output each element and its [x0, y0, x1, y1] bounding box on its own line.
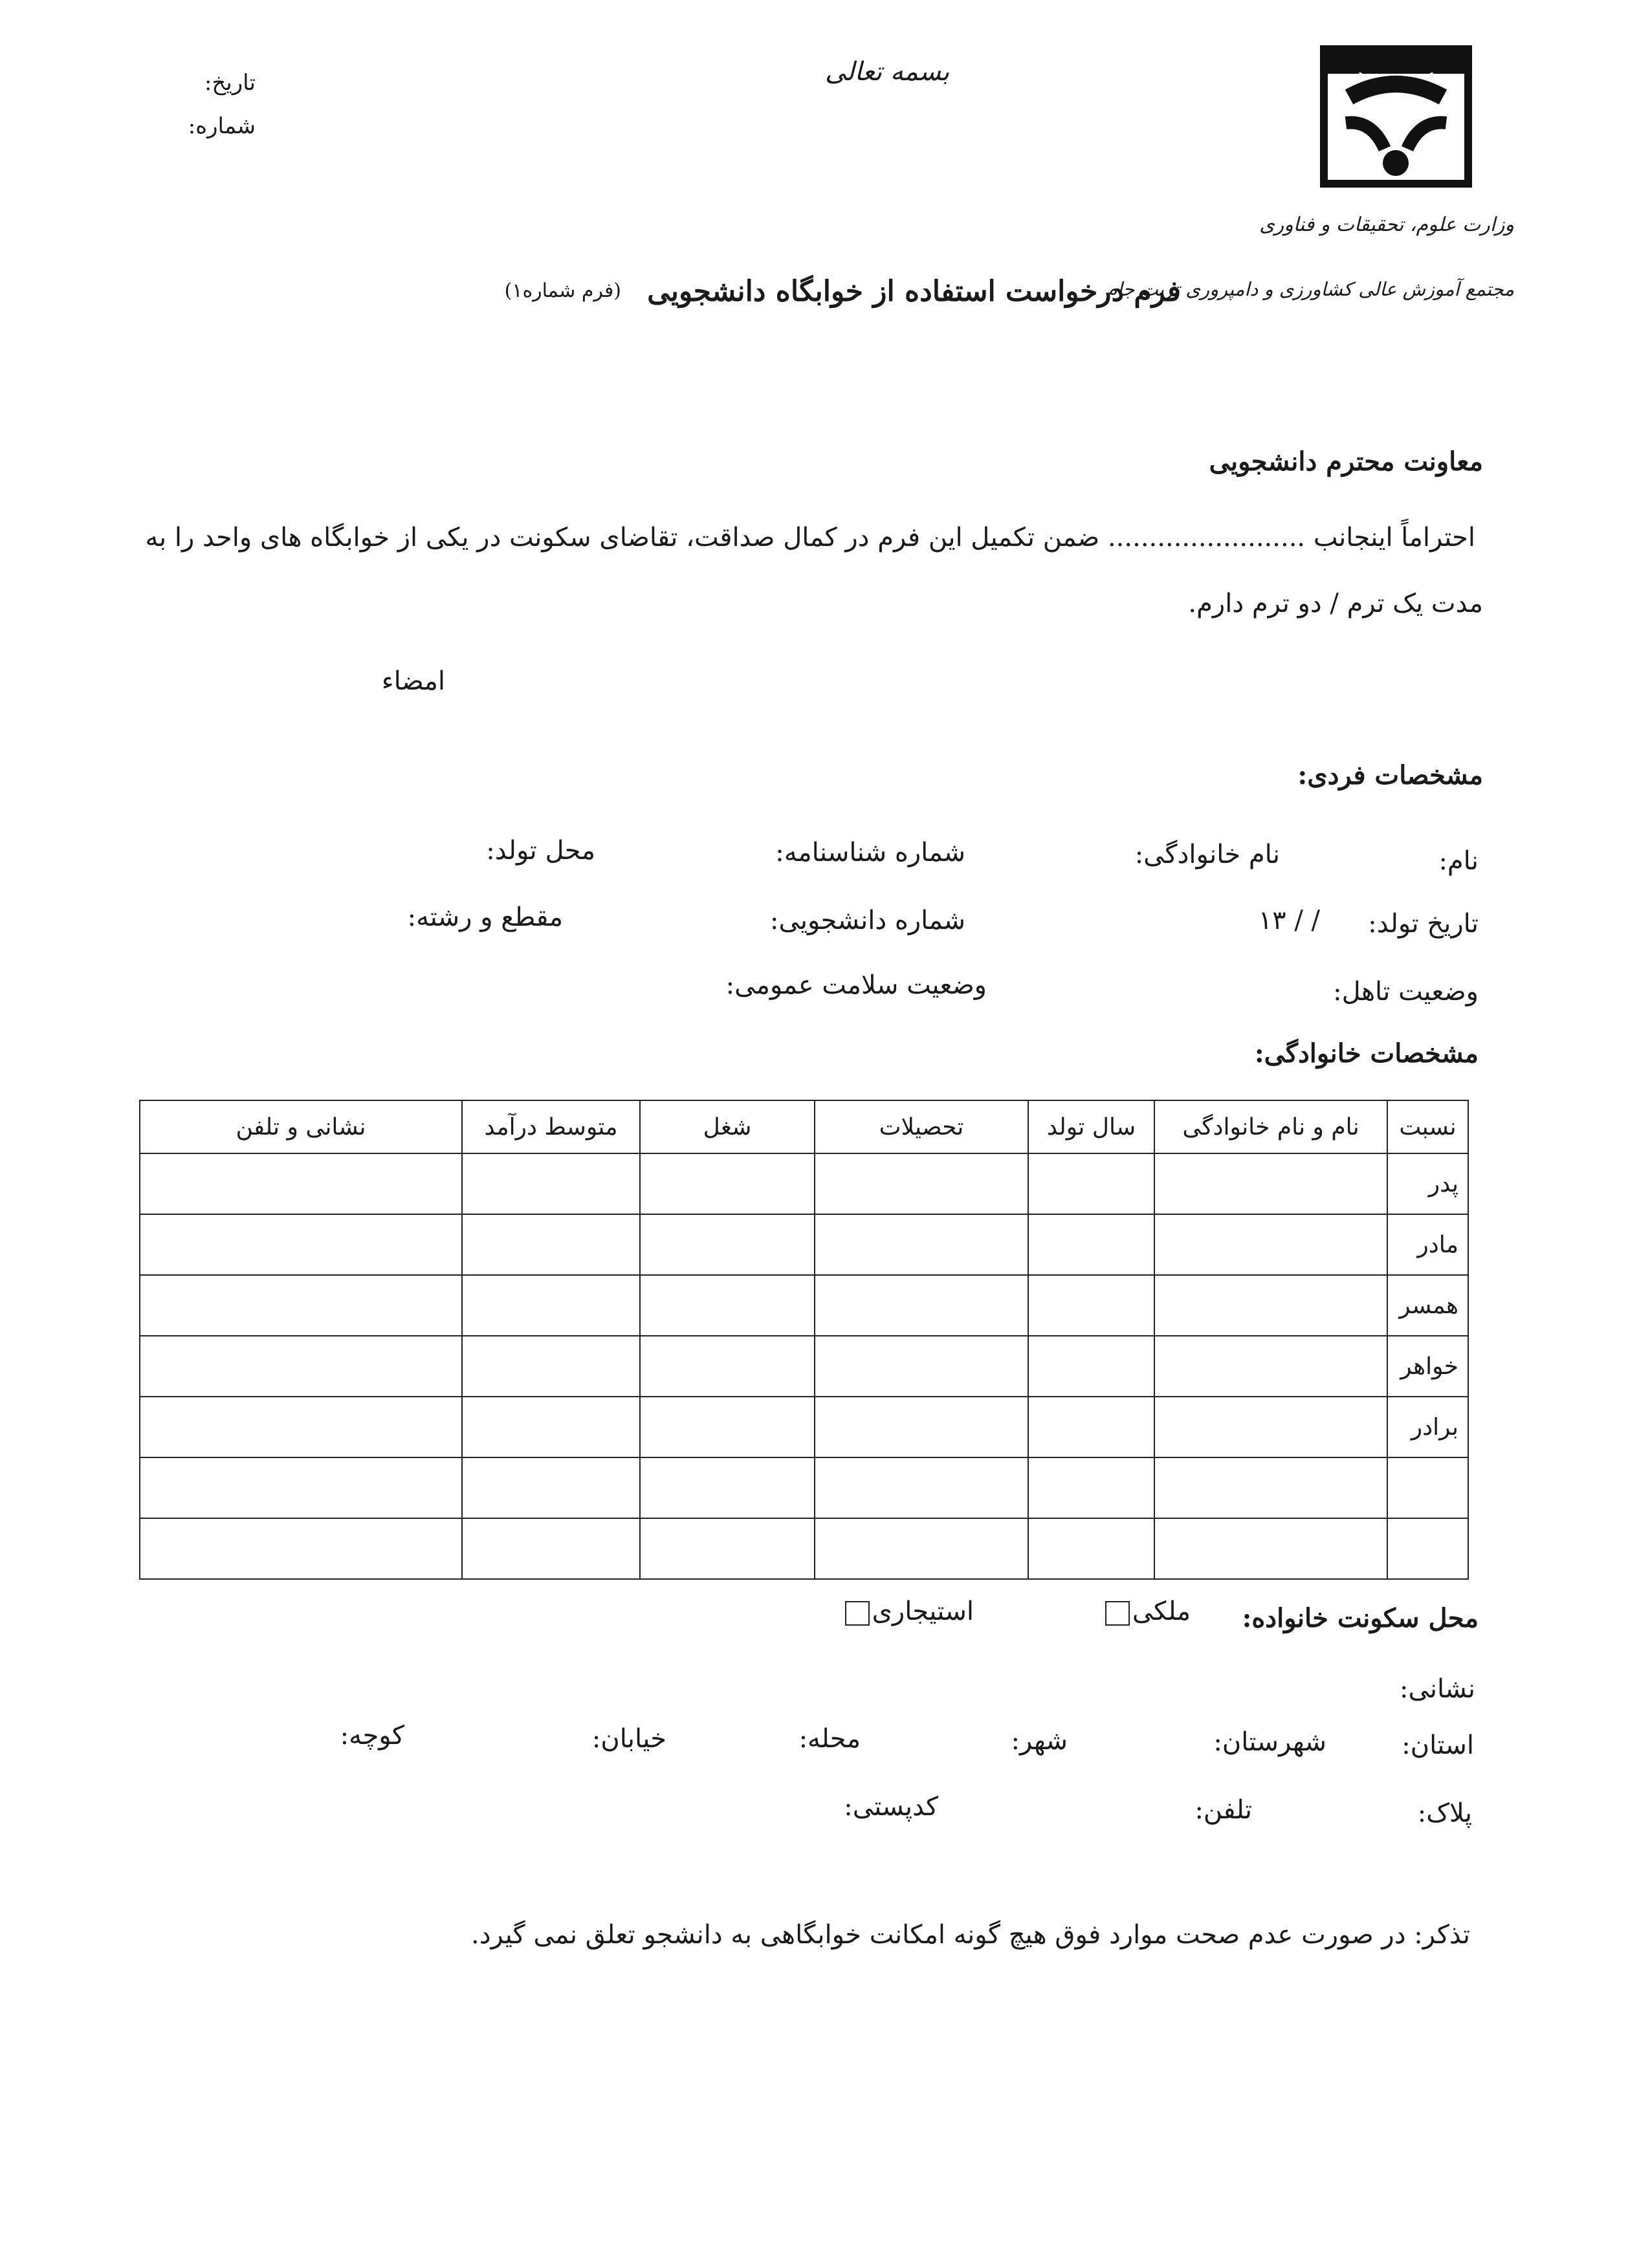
bismillah: بسمه تعالی [825, 57, 950, 87]
plate-label: پلاک: [1417, 1798, 1472, 1828]
form-title: فرم درخواست استفاده از خوابگاه دانشجویی [647, 275, 1181, 308]
table-row [140, 1397, 1468, 1457]
relation-cell: همسر [1387, 1275, 1468, 1336]
col-education: تحصیلات [815, 1100, 1028, 1153]
disclaimer-note: تذکر: در صورت عدم صحت موارد فوق هیچ گونه امکانت خوابگاهی به دانشجو تعلق نمی گیرد. [470, 1920, 1470, 1950]
province-label: استان: [1402, 1730, 1474, 1760]
table-row [140, 1457, 1468, 1518]
county-label: شهرستان: [1213, 1727, 1326, 1757]
table-row [140, 1153, 1468, 1214]
name-label: نام: [1438, 846, 1479, 876]
relation-cell: خواهر [1387, 1336, 1468, 1397]
col-relation: نسبت [1387, 1100, 1468, 1153]
relation-cell: پدر [1387, 1153, 1468, 1214]
form-number: (فرم شماره۱) [504, 279, 621, 302]
university-emblem-icon [1320, 45, 1472, 188]
birth-date-value: / / ۱۳ [1258, 906, 1320, 935]
personal-info-heading: مشخصات فردی: [1297, 760, 1483, 791]
number-label: شماره: [188, 113, 256, 139]
salutation: معاونت محترم دانشجویی [1209, 446, 1483, 477]
student-number-label: شماره دانشجویی: [770, 906, 965, 935]
request-line-1: احتراماً اینجانب ........................ ضمن تکمیل این فرم در کمال صداقت، تقاضای سکونت در یکی از خوابگاه های واحد را به [145, 523, 1475, 552]
col-birth-year: سال تولد [1028, 1100, 1154, 1153]
degree-major-label: مقطع و رشته: [407, 902, 563, 932]
col-address-phone: نشانی و تلفن [140, 1100, 462, 1153]
family-name-label: نام خانوادگی: [1134, 840, 1280, 869]
relation-cell: برادر [1387, 1397, 1468, 1457]
family-info-heading: مشخصات خانوادگی: [1254, 1038, 1479, 1069]
rented-option[interactable] [842, 1597, 974, 1626]
relation-cell [1387, 1457, 1468, 1518]
table-row [140, 1275, 1468, 1336]
city-label: شهر: [1011, 1726, 1068, 1756]
residence-heading: محل سکونت خانواده: [1242, 1603, 1479, 1633]
birth-place-label: محل تولد: [486, 836, 595, 866]
owned-checkbox[interactable] [1105, 1601, 1130, 1626]
ministry-name: وزارت علوم، تحقیقات و فناوری [1259, 213, 1514, 236]
date-label: تاریخ: [204, 70, 256, 96]
relation-cell [1387, 1518, 1468, 1579]
table-row [140, 1336, 1468, 1397]
alley-label: کوچه: [340, 1721, 404, 1750]
phone-label: تلفن: [1194, 1795, 1252, 1825]
col-avg-income: متوسط درآمد [462, 1100, 640, 1153]
health-status-label: وضعیت سلامت عمومی: [725, 970, 987, 1000]
col-full-name: نام و نام خانوادگی [1154, 1100, 1387, 1153]
table-row [140, 1518, 1468, 1579]
institution-name: مجتمع آموزش عالی کشاورزی و دامپروری تربت جام [1105, 278, 1514, 300]
family-table [139, 1100, 1469, 1580]
relation-cell: مادر [1387, 1214, 1468, 1275]
district-label: محله: [798, 1724, 861, 1754]
rented-checkbox[interactable] [845, 1601, 870, 1626]
owned-option[interactable] [1103, 1597, 1191, 1626]
rented-label: استیجاری [872, 1597, 974, 1626]
address-label: نشانی: [1400, 1674, 1475, 1704]
id-number-label: شماره شناسنامه: [775, 838, 965, 867]
postal-code-label: کدپستی: [844, 1792, 938, 1822]
marital-status-label: وضعیت تاهل: [1333, 977, 1479, 1007]
birth-date-label: تاریخ تولد: [1368, 909, 1479, 939]
signature-label: امضاء [381, 666, 445, 696]
owned-label: ملکی [1132, 1597, 1191, 1626]
table-row [140, 1214, 1468, 1275]
col-occupation: شغل [640, 1100, 815, 1153]
request-line-2: مدت یک ترم / دو ترم دارم. [1188, 589, 1483, 618]
street-label: خیابان: [591, 1724, 666, 1754]
table-header-row [140, 1100, 1468, 1153]
